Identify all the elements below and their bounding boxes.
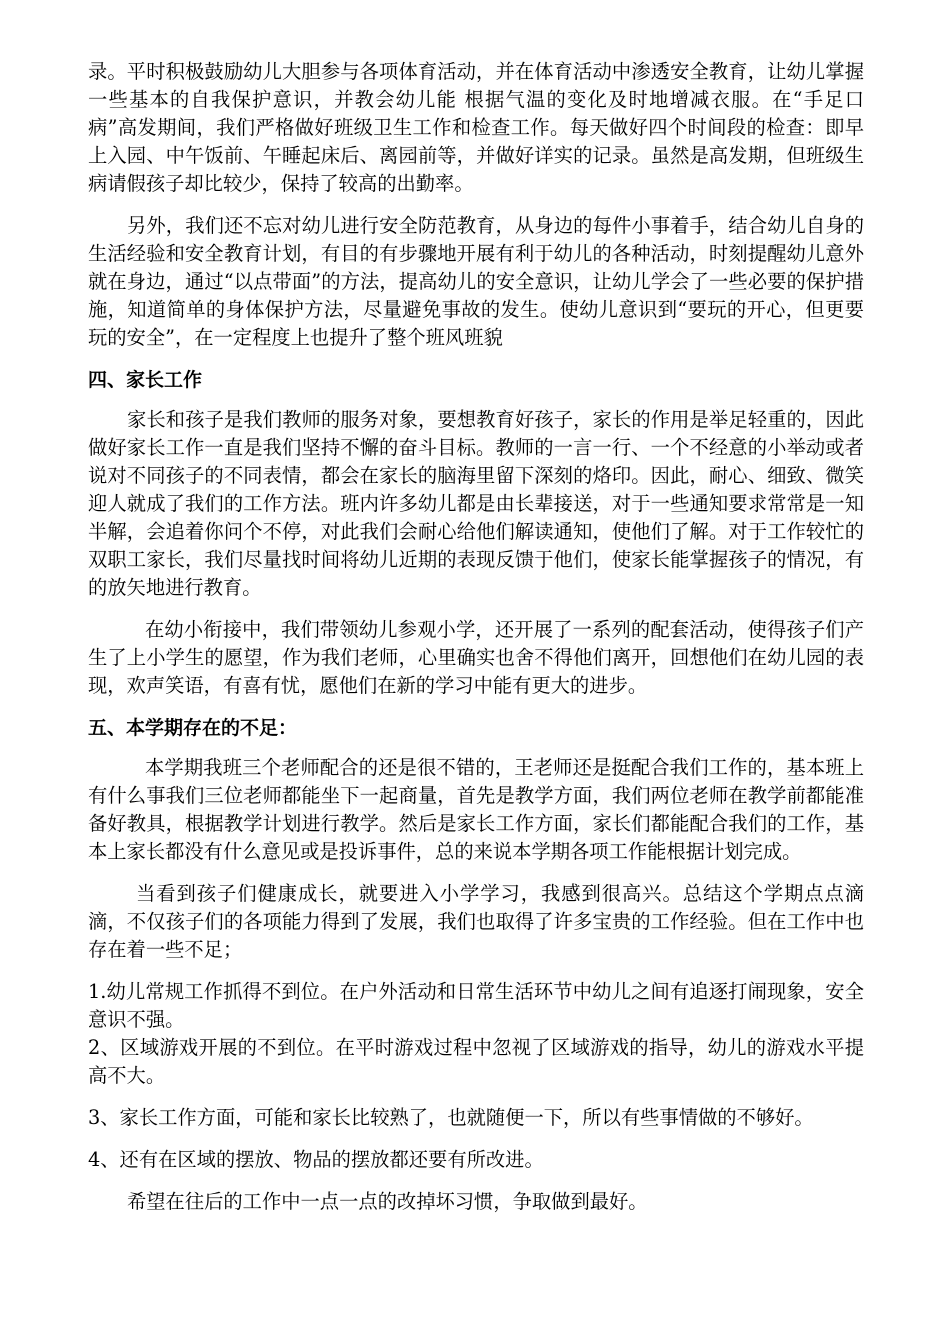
list-item-1: 1.幼儿常规工作抓得不到位。在户外活动和日常生活环节中幼儿之间有追逐打闹现象，安全意识不强。 bbox=[88, 980, 864, 1031]
list-item-2: 2、区域游戏开展的不到位。在平时游戏过程中忽视了区域游戏的指导，幼儿的游戏水平提高不大。 bbox=[88, 1036, 864, 1087]
paragraph-health-safety: 录。平时积极鼓励幼儿大胆参与各项体育活动，并在体育活动中渗透安全教育，让幼儿掌握一些基本的自我保护意识，并教会幼儿能 根据气温的变化及时地增减衣服。在“手足口病”高发期间，我们严格做好班级卫生工作和检查工作。每天做好四个时间段的检查：即早上入园、中午饭前、午睡起床后、离园前等，并做好详实的记录。虽然是高发期，但班级生病请假孩子却比较少，保持了较高的出勤率。 bbox=[88, 60, 864, 195]
paragraph-closing: 希望在往后的工作中一点一点的改掉坏习惯，争取做到最好。 bbox=[127, 1190, 648, 1213]
list-item-4: 4、还有在区域的摆放、物品的摆放都还要有所改进。 bbox=[88, 1148, 544, 1171]
paragraph-teacher-cooperation: 本学期我班三个老师配合的还是很不错的，王老师还是挺配合我们工作的，基本班上有什么事我们三位老师都能坐下一起商量，首先是教学方面，我们两位老师在教学前都能准备好教具，根据教学计划进行教学。然后是家长工作方面，家长们都能配合我们的工作，基本上家长都没有什么意见或是投诉事件，总的来说本学期各项工作能根据计划完成。 bbox=[88, 756, 864, 863]
list-item-3: 3、家长工作方面，可能和家长比较熟了，也就随便一下，所以有些事情做的不够好。 bbox=[88, 1106, 814, 1129]
paragraph-summary: 当看到孩子们健康成长，就要进入小学学习，我感到很高兴。总结这个学期点点滴滴，不仅孩子们的各项能力得到了发展，我们也取得了许多宝贵的工作经验。但在工作中也存在着一些不足； bbox=[88, 882, 864, 961]
paragraph-safety-education: 另外，我们还不忘对幼儿进行安全防范教育，从身边的每件小事着手，结合幼儿自身的生活经验和安全教育计划，有目的有步骤地开展有利于幼儿的各种活动，时刻提醒幼儿意外就在身边，通过“以点带面”的方法，提高幼儿的安全意识，让幼儿学会了一些必要的保护措施，知道简单的身体保护方法，尽量避免事故的发生。使幼儿意识到“要玩的开心，但更要玩的安全”，在一定程度上也提升了整个班风班貌 bbox=[88, 214, 864, 349]
heading-shortcomings: 五、本学期存在的不足： bbox=[88, 717, 298, 739]
paragraph-transition: 在幼小衔接中，我们带领幼儿参观小学，还开展了一系列的配套活动，使得孩子们产生了上小学生的愿望，作为我们老师，心里确实也舍不得他们离开，回想他们在幼儿园的表现，欢声笑语，有喜有忧，愿他们在新的学习中能有更大的进步。 bbox=[88, 618, 864, 697]
heading-parent-work: 四、家长工作 bbox=[88, 369, 203, 391]
paragraph-parent-work: 家长和孩子是我们教师的服务对象，要想教育好孩子，家长的作用是举足轻重的，因此做好家长工作一直是我们坚持不懈的奋斗目标。教师的一言一行、一个不经意的小举动或者说对不同孩子的不同表情，都会在家长的脑海里留下深刻的烙印。因此，耐心、细致、微笑迎人就成了我们的工作方法。班内许多幼儿都是由长辈接送，对于一些通知要求常常是一知半解，会追着你问个不停，对此我们会耐心给他们解读通知，使他们了解。对于工作较忙的双职工家长，我们尽量找时间将幼儿近期的表现反馈于他们，使家长能掌握孩子的情况，有的放矢地进行教育。 bbox=[88, 408, 864, 599]
